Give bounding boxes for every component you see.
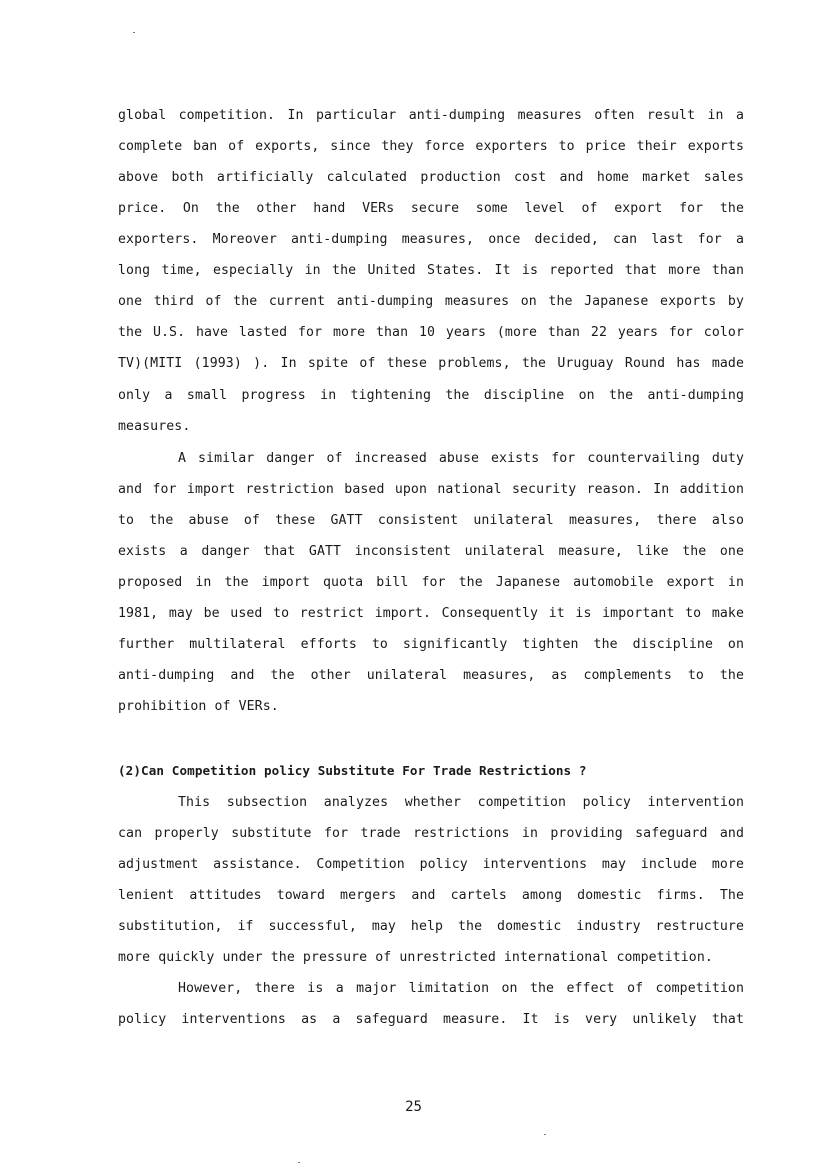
text-line: only a small progress in tightening the discipline on the anti-dumping [118,388,744,403]
text-line: substitution, if successful, may help the domestic industry restructure [118,919,744,934]
text-line: to the abuse of these GATT consistent unilateral measures, there also [118,513,744,528]
text-line: exists a danger that GATT inconsistent unilateral measure, like the one [118,544,744,559]
text-line: further multilateral efforts to significantly tighten the discipline on [118,637,744,652]
text-line: prohibition of VERs. [118,699,279,714]
text-line: global competition. In particular anti-dumping measures often result in a [118,108,744,123]
text-line: TV)(MITI (1993) ). In spite of these problems, the Uruguay Round has made [118,356,744,371]
text-line: policy interventions as a safeguard measure. It is very unlikely that [118,1012,744,1027]
text-line: more quickly under the pressure of unrestricted international competition. [118,950,713,965]
text-line: measures. [118,419,191,434]
text-line: adjustment assistance. Competition policy interventions may include more [118,857,744,872]
text-line: However, there is a major limitation on the effect of competition [178,981,744,996]
text-line: above both artificially calculated production cost and home market sales [118,170,744,185]
text-line: This subsection analyzes whether competition policy intervention [178,795,744,810]
text-line: long time, especially in the United States. It is reported that more than [118,263,744,278]
text-line: A similar danger of increased abuse exists for countervailing duty [178,451,744,466]
text-line: lenient attitudes toward mergers and cartels among domestic firms. The [118,888,744,903]
text-line: 1981, may be used to restrict import. Consequently it is important to make [118,606,744,621]
scan-speck [133,32,135,33]
text-line: exporters. Moreover anti-dumping measures, once decided, can last for a [118,232,744,247]
page-number: 25 [405,1099,422,1115]
text-line: price. On the other hand VERs secure some level of export for the [118,201,744,216]
text-line: and for import restriction based upon national security reason. In addition [118,482,744,497]
text-line: the U.S. have lasted for more than 10 years (more than 22 years for color [118,325,744,340]
text-line: anti-dumping and the other unilateral measures, as complements to the [118,668,744,683]
scan-speck [544,1134,546,1135]
text-line: complete ban of exports, since they force exporters to price their exports [118,139,744,154]
text-line: one third of the current anti-dumping measures on the Japanese exports by [118,294,744,309]
section-heading: (2)Can Competition policy Substitute For Trade Restrictions ? [118,763,587,778]
text-line: proposed in the import quota bill for the Japanese automobile export in [118,575,744,590]
text-line: can properly substitute for trade restrictions in providing safeguard and [118,826,744,841]
scan-speck [298,1162,300,1163]
